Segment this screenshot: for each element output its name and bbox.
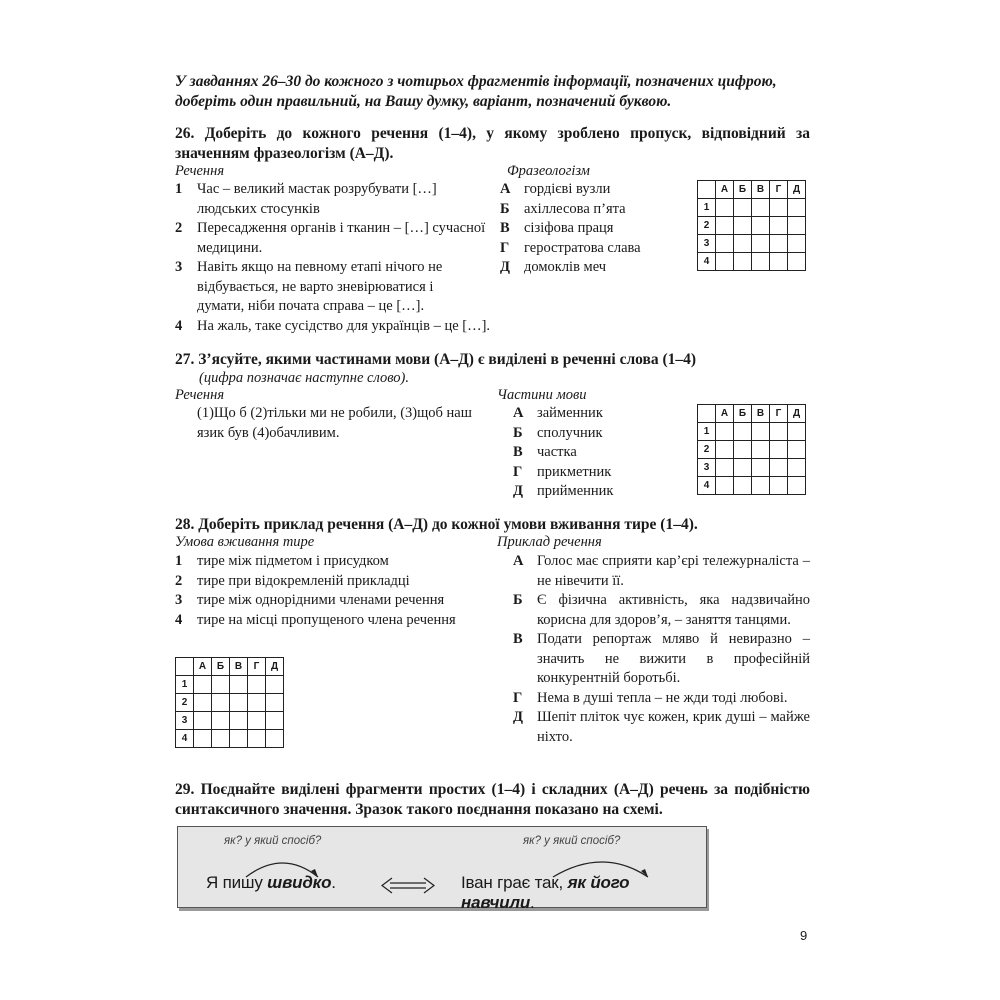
grid-col-v: В <box>230 658 248 676</box>
grid-row-3: 3 <box>698 459 716 477</box>
answer-cell[interactable] <box>716 423 734 441</box>
answer-cell[interactable] <box>770 477 788 495</box>
answer-cell[interactable] <box>734 217 752 235</box>
q26-option-g: Г геростратова слава <box>500 239 641 256</box>
q26-sentence-3: 3 Навіть якщо на певному етапі нічого не відбувається, не варто зневірюватися і думати, ніби почата справа – це […]. <box>175 259 443 314</box>
q28-example-a: А Голос має сприяти кар’єрі тележурналіста – не нівечити її. <box>513 553 810 589</box>
answer-cell[interactable] <box>248 676 266 694</box>
answer-cell[interactable] <box>716 235 734 253</box>
q26-title: 26. Доберіть до кожного речення (1–4), у якому зроблено пропуск, відповідний за значенням фразеологізм (А–Д). <box>175 125 810 162</box>
answer-cell[interactable] <box>734 235 752 253</box>
q28-examples <box>513 552 810 747</box>
q27-answer-grid <box>697 404 806 495</box>
scheme-right-emphasis: як його навчили <box>461 873 630 912</box>
answer-cell[interactable] <box>752 477 770 495</box>
q28-example-d: Д Шепіт пліток чує кожен, крик душі – майже ніхто. <box>513 709 810 745</box>
q26-answer-grid <box>697 180 806 271</box>
answer-cell[interactable] <box>230 676 248 694</box>
answer-cell[interactable] <box>194 730 212 748</box>
answer-cell[interactable] <box>788 459 806 477</box>
q28-condition-1: 1 тире між підметом і присудком <box>175 553 389 569</box>
answer-cell[interactable] <box>266 712 284 730</box>
answer-cell[interactable] <box>770 441 788 459</box>
q27-subtitle: (цифра позначає наступне слово). <box>199 370 410 386</box>
scheme-left-emphasis: швидко <box>267 873 332 892</box>
answer-cell[interactable] <box>212 676 230 694</box>
grid-col-b: Б <box>734 181 752 199</box>
q27-option-v: В частка <box>513 444 577 460</box>
answer-cell[interactable] <box>734 477 752 495</box>
answer-cell[interactable] <box>194 712 212 730</box>
q26-left-header: Речення <box>175 163 225 179</box>
q28-right-header: Приклад речення <box>497 534 602 550</box>
q26-options <box>500 180 690 278</box>
answer-cell[interactable] <box>212 730 230 748</box>
q26-option-v: В сізіфова праця <box>500 220 614 236</box>
answer-cell[interactable] <box>752 423 770 441</box>
answer-cell[interactable] <box>788 253 806 271</box>
q28-title: 28. Доберіть приклад речення (А–Д) до кожної умови вживання тире (1–4). <box>175 516 698 533</box>
grid-col-b: Б <box>212 658 230 676</box>
grid-col-d: Д <box>788 181 806 199</box>
q27-option-b: Б сполучник <box>513 424 603 441</box>
answer-cell[interactable] <box>734 199 752 217</box>
instruction: У завданнях 26–30 до кожного з чотирьох фрагментів інформації, позначених цифрою, доберіть один правильний, на Вашу думку, варіант, позначений буквою. <box>175 73 777 110</box>
q27-left-header: Речення <box>175 387 225 403</box>
answer-cell[interactable] <box>716 477 734 495</box>
double-arrow-icon <box>382 878 434 893</box>
grid-row-2: 2 <box>176 694 194 712</box>
answer-cell[interactable] <box>752 199 770 217</box>
grid-row-2: 2 <box>698 441 716 459</box>
answer-cell[interactable] <box>248 712 266 730</box>
scheme-right-question: як? у який спосіб? <box>523 835 621 847</box>
answer-cell[interactable] <box>716 441 734 459</box>
answer-cell[interactable] <box>194 676 212 694</box>
grid-corner <box>176 658 194 676</box>
q26-sentences <box>175 180 495 336</box>
q27-sentence: (1)Що б (2)тільки ми не робили, (3)щоб наш язик був (4)обачливим. <box>197 405 472 441</box>
page-number: 9 <box>800 928 808 943</box>
scheme-left-sentence: Я пишу швидко. <box>206 873 336 892</box>
grid-col-g: Г <box>248 658 266 676</box>
answer-cell[interactable] <box>788 423 806 441</box>
q28-example-g: Г Нема в душі тепла – не жди тоді любові. <box>513 689 788 706</box>
answer-cell[interactable] <box>770 459 788 477</box>
grid-col-a: А <box>194 658 212 676</box>
answer-cell[interactable] <box>788 199 806 217</box>
q26-sentence-4: 4 На жаль, таке сусідство для українців – це […]. <box>175 317 491 334</box>
q27-option-g: Г прикметник <box>513 463 612 480</box>
answer-cell[interactable] <box>788 235 806 253</box>
answer-cell[interactable] <box>752 253 770 271</box>
answer-cell[interactable] <box>266 730 284 748</box>
grid-row-3: 3 <box>698 235 716 253</box>
grid-row-1: 1 <box>698 199 716 217</box>
grid-col-a: А <box>716 181 734 199</box>
q28-condition-2: 2 тире при відокремленій прикладці <box>175 572 410 589</box>
q26-option-a: А гордієві вузли <box>500 181 611 197</box>
q27-option-d: Д прийменник <box>513 483 614 499</box>
grid-corner <box>698 405 716 423</box>
answer-cell[interactable] <box>770 253 788 271</box>
grid-col-v: В <box>752 405 770 423</box>
grid-row-3: 3 <box>176 712 194 730</box>
grid-row-4: 4 <box>176 730 194 748</box>
grid-corner <box>698 181 716 199</box>
answer-cell[interactable] <box>248 694 266 712</box>
answer-cell[interactable] <box>788 477 806 495</box>
answer-cell[interactable] <box>788 217 806 235</box>
grid-row-4: 4 <box>698 253 716 271</box>
answer-cell[interactable] <box>734 459 752 477</box>
q28-example-v: В Подати репортаж мляво й невиразно – значить не вижити в професійній конкурентній боротьбі. <box>513 631 810 686</box>
answer-cell[interactable] <box>770 235 788 253</box>
q29-title: 29. Поєднайте виділені фрагменти простих (1–4) і складних (А–Д) речень за подібністю синтаксичного значення. Зразок такого поєднання показано на схемі. <box>175 781 810 818</box>
answer-cell[interactable] <box>248 730 266 748</box>
grid-col-v: В <box>752 181 770 199</box>
q28-conditions <box>175 552 500 630</box>
answer-cell[interactable] <box>230 712 248 730</box>
answer-cell[interactable] <box>212 694 230 712</box>
scheme-left-question: як? у який спосіб? <box>224 835 322 847</box>
grid-row-2: 2 <box>698 217 716 235</box>
answer-cell[interactable] <box>734 253 752 271</box>
q28-condition-3: 3 тире між однорідними членами речення <box>175 592 445 608</box>
answer-cell[interactable] <box>716 199 734 217</box>
q27-right-header: Частини мови <box>497 387 587 403</box>
answer-cell[interactable] <box>752 217 770 235</box>
q28-condition-4: 4 тире на місці пропущеного члена речення <box>175 611 456 628</box>
grid-col-g: Г <box>770 405 788 423</box>
q28-left-header: Умова вживання тире <box>175 534 315 550</box>
answer-cell[interactable] <box>752 459 770 477</box>
q28-answer-grid <box>175 657 284 748</box>
answer-cell[interactable] <box>788 441 806 459</box>
answer-cell[interactable] <box>716 459 734 477</box>
q26-option-b: Б ахіллесова п’ята <box>500 200 626 217</box>
grid-row-1: 1 <box>176 676 194 694</box>
answer-cell[interactable] <box>770 217 788 235</box>
grid-col-b: Б <box>734 405 752 423</box>
grid-row-1: 1 <box>698 423 716 441</box>
answer-cell[interactable] <box>266 676 284 694</box>
answer-cell[interactable] <box>770 199 788 217</box>
grid-col-d: Д <box>266 658 284 676</box>
q27-option-a: А займенник <box>513 405 603 421</box>
grid-row-4: 4 <box>698 477 716 495</box>
q26-option-d: Д домоклів меч <box>500 259 607 275</box>
q26-right-header: Фразеологізм <box>507 163 590 179</box>
q27-options <box>513 404 688 502</box>
scheme-right-sentence: Іван грає так, як його навчили. <box>461 873 630 912</box>
answer-cell[interactable] <box>266 694 284 712</box>
q28-example-b: Б Є фізична активність, яка надзвичайно корисна для здоров’я, – заняття танцями. <box>513 592 810 628</box>
grid-col-d: Д <box>788 405 806 423</box>
answer-cell[interactable] <box>752 235 770 253</box>
q26-sentence-2: 2 Пересадження органів і тканин – […] сучасної медицини. <box>175 220 486 256</box>
answer-cell[interactable] <box>194 694 212 712</box>
answer-cell[interactable] <box>734 423 752 441</box>
q29-scheme <box>177 826 707 912</box>
grid-col-a: А <box>716 405 734 423</box>
q27-title: 27. З’ясуйте, якими частинами мови (А–Д) є виділені в реченні слова (1–4) <box>175 351 697 368</box>
answer-cell[interactable] <box>770 423 788 441</box>
answer-cell[interactable] <box>230 730 248 748</box>
answer-cell[interactable] <box>752 441 770 459</box>
q26-sentence-1: 1 Час – великий мастак розрубувати […] людських стосунків <box>175 181 437 217</box>
answer-cell[interactable] <box>734 441 752 459</box>
answer-cell[interactable] <box>716 253 734 271</box>
answer-cell[interactable] <box>230 694 248 712</box>
answer-cell[interactable] <box>716 217 734 235</box>
grid-col-g: Г <box>770 181 788 199</box>
answer-cell[interactable] <box>212 712 230 730</box>
